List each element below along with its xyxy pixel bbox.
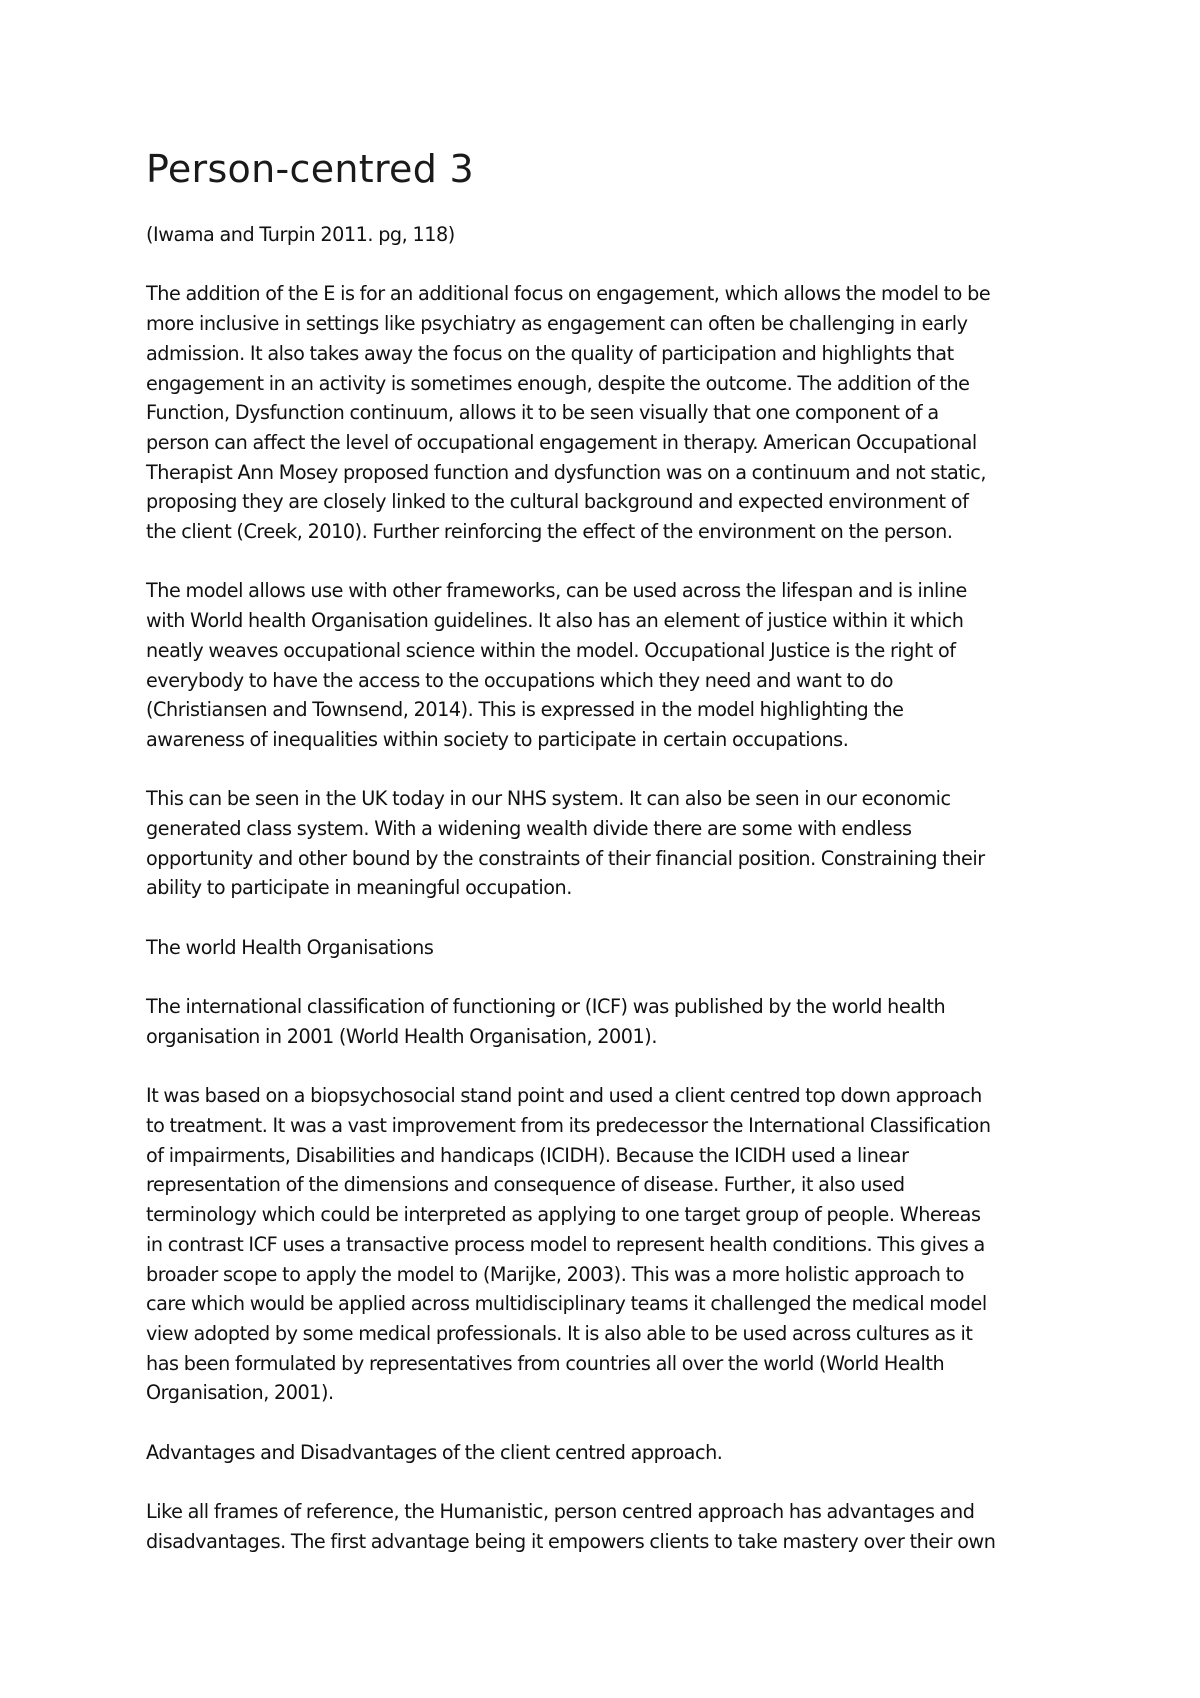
document-body: [146, 140, 1096, 1586]
text-line: This can be seen in the UK today in our NHS system. It can also be seen in our economic: [146, 787, 951, 811]
text-line: view adopted by some medical professionals. It is also able to be used across cultures as it: [146, 1321, 973, 1345]
text-line: everybody to have the access to the occupations which they need and want to do: [146, 668, 893, 692]
body-paragraph: [146, 992, 1096, 1051]
text-line: opportunity and other bound by the constraints of their financial position. Constraining their: [146, 846, 985, 870]
page-title: Person-centred 3: [146, 147, 475, 191]
text-line: Therapist Ann Mosey proposed function and dysfunction was on a continuum and not static,: [146, 460, 987, 484]
text-line: more inclusive in settings like psychiatry as engagement can often be challenging in early: [146, 312, 968, 336]
text-line: representation of the dimensions and consequence of disease. Further, it also used: [146, 1173, 905, 1197]
body-paragraph: [146, 220, 1096, 250]
text-line: neatly weaves occupational science within the model. Occupational Justice is the right of: [146, 638, 956, 662]
text-line: awareness of inequalities within society to participate in certain occupations.: [146, 727, 849, 751]
text-line: engagement in an activity is sometimes enough, despite the outcome. The addition of the: [146, 371, 970, 395]
text-line: person can affect the level of occupational engagement in therapy. American Occupational: [146, 430, 977, 454]
text-line: The world Health Organisations: [146, 935, 434, 959]
text-line: The model allows use with other frameworks, can be used across the lifespan and is inline: [146, 579, 967, 603]
body-paragraph: [146, 1438, 1096, 1468]
text-line: of impairments, Disabilities and handicaps (ICIDH). Because the ICIDH used a linear: [146, 1143, 909, 1167]
text-line: in contrast ICF uses a transactive process model to represent health conditions. This gives a: [146, 1232, 985, 1256]
text-line: The addition of the E is for an additional focus on engagement, which allows the model to be: [146, 282, 991, 306]
text-line: broader scope to apply the model to (Marijke, 2003). This was a more holistic approach to: [146, 1262, 965, 1286]
text-line: has been formulated by representatives from countries all over the world (World Health: [146, 1351, 945, 1375]
paragraph-list: [146, 220, 1096, 1557]
body-paragraph: [146, 576, 1096, 754]
text-line: disadvantages. The first advantage being it empowers clients to take mastery over their own: [146, 1529, 996, 1553]
text-line: terminology which could be interpreted as applying to one target group of people. Whereas: [146, 1203, 981, 1227]
body-paragraph: [146, 1081, 1096, 1408]
text-line: Organisation, 2001).: [146, 1381, 334, 1405]
text-line: organisation in 2001 (World Health Organisation, 2001).: [146, 1024, 657, 1048]
text-line: It was based on a biopsychosocial stand point and used a client centred top down approach: [146, 1084, 982, 1108]
text-line: generated class system. With a widening wealth divide there are some with endless: [146, 817, 912, 841]
text-line: (Christiansen and Townsend, 2014). This is expressed in the model highlighting the: [146, 698, 904, 722]
text-line: care which would be applied across multidisciplinary teams it challenged the medical model: [146, 1292, 987, 1316]
body-paragraph: [146, 1497, 1096, 1556]
text-line: the client (Creek, 2010). Further reinforcing the effect of the environment on the person.: [146, 520, 953, 544]
body-paragraph: [146, 279, 1096, 546]
body-paragraph: [146, 933, 1096, 963]
text-line: ability to participate in meaningful occupation.: [146, 876, 572, 900]
text-line: The international classification of functioning or (ICF) was published by the world health: [146, 995, 946, 1019]
text-line: Like all frames of reference, the Humanistic, person centred approach has advantages and: [146, 1500, 975, 1524]
text-line: proposing they are closely linked to the cultural background and expected environment of: [146, 490, 969, 514]
text-line: Function, Dysfunction continuum, allows it to be seen visually that one component of a: [146, 401, 939, 425]
body-paragraph: [146, 784, 1096, 903]
text-line: to treatment. It was a vast improvement from its predecessor the International Classification: [146, 1114, 991, 1137]
text-line: Advantages and Disadvantages of the client centred approach.: [146, 1440, 723, 1464]
text-line: admission. It also takes away the focus on the quality of participation and highlights that: [146, 341, 954, 365]
text-line: (Iwama and Turpin 2011. pg, 118): [146, 223, 455, 246]
text-line: with World health Organisation guidelines. It also has an element of justice within it which: [146, 609, 964, 633]
